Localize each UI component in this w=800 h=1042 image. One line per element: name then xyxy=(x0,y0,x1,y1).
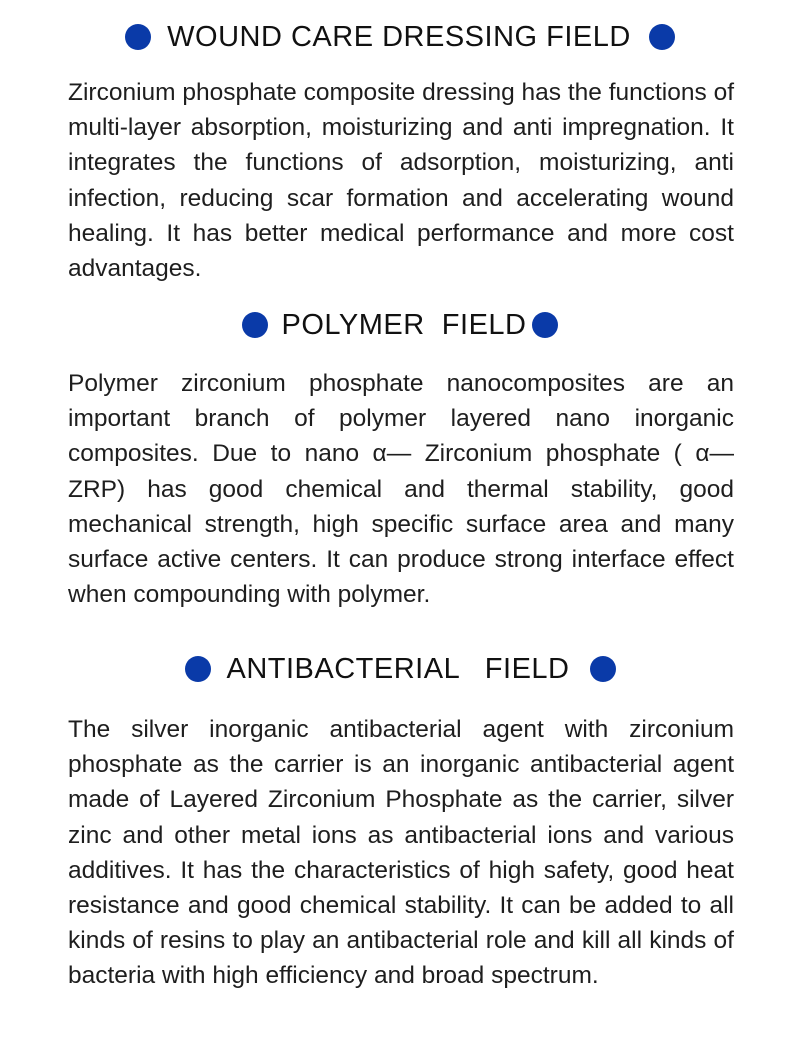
bullet-dot-icon xyxy=(590,656,616,682)
section-paragraph: Polymer zirconium phosphate nanocomposites are an important branch of polymer layered nano inorganic composites. Due to nano α— Zirconium phosphate ( α— ZRP) has good chemical and thermal stability, good mechanical strength, high specific surface area and many surface active centers. It can produce strong interface effect when compounding with polymer. xyxy=(68,370,734,609)
section-antibacterial xyxy=(0,649,800,689)
bullet-dot-icon xyxy=(125,24,151,50)
section-wound-care xyxy=(0,17,800,57)
section-heading xyxy=(0,649,800,689)
section-paragraph: Zirconium phosphate composite dressing has the functions of multi-layer absorption, moisturizing and anti impregnation. It integrates the functions of adsorption, moisturizing, anti infection, reducing scar formation and accelerating wound healing. It has better medical performance and more cost advantages. xyxy=(68,79,734,283)
section-heading xyxy=(0,305,800,345)
section-title: POLYMER FIELD xyxy=(281,308,527,341)
bullet-dot-icon xyxy=(242,312,268,338)
section-title: ANTIBACTERIAL FIELD xyxy=(226,652,570,685)
bullet-dot-icon xyxy=(532,312,558,338)
bullet-dot-icon xyxy=(185,656,211,682)
section-polymer xyxy=(0,305,800,345)
section-title: WOUND CARE DRESSING FIELD xyxy=(167,20,631,53)
section-heading xyxy=(0,17,800,57)
bullet-dot-icon xyxy=(649,24,675,50)
section-paragraph: The silver inorganic antibacterial agent with zirconium phosphate as the carrier is an inorganic antibacterial agent made of Layered Zirconium Phosphate as the carrier, silver zinc and other metal ions as antibacterial ions and various additives. It has the characteristics of high safety, good heat resistance and good chemical stability. It can be added to all kinds of resins to play an antibacterial role and kill all kinds of bacteria with high efficiency and broad spectrum. xyxy=(68,716,734,990)
